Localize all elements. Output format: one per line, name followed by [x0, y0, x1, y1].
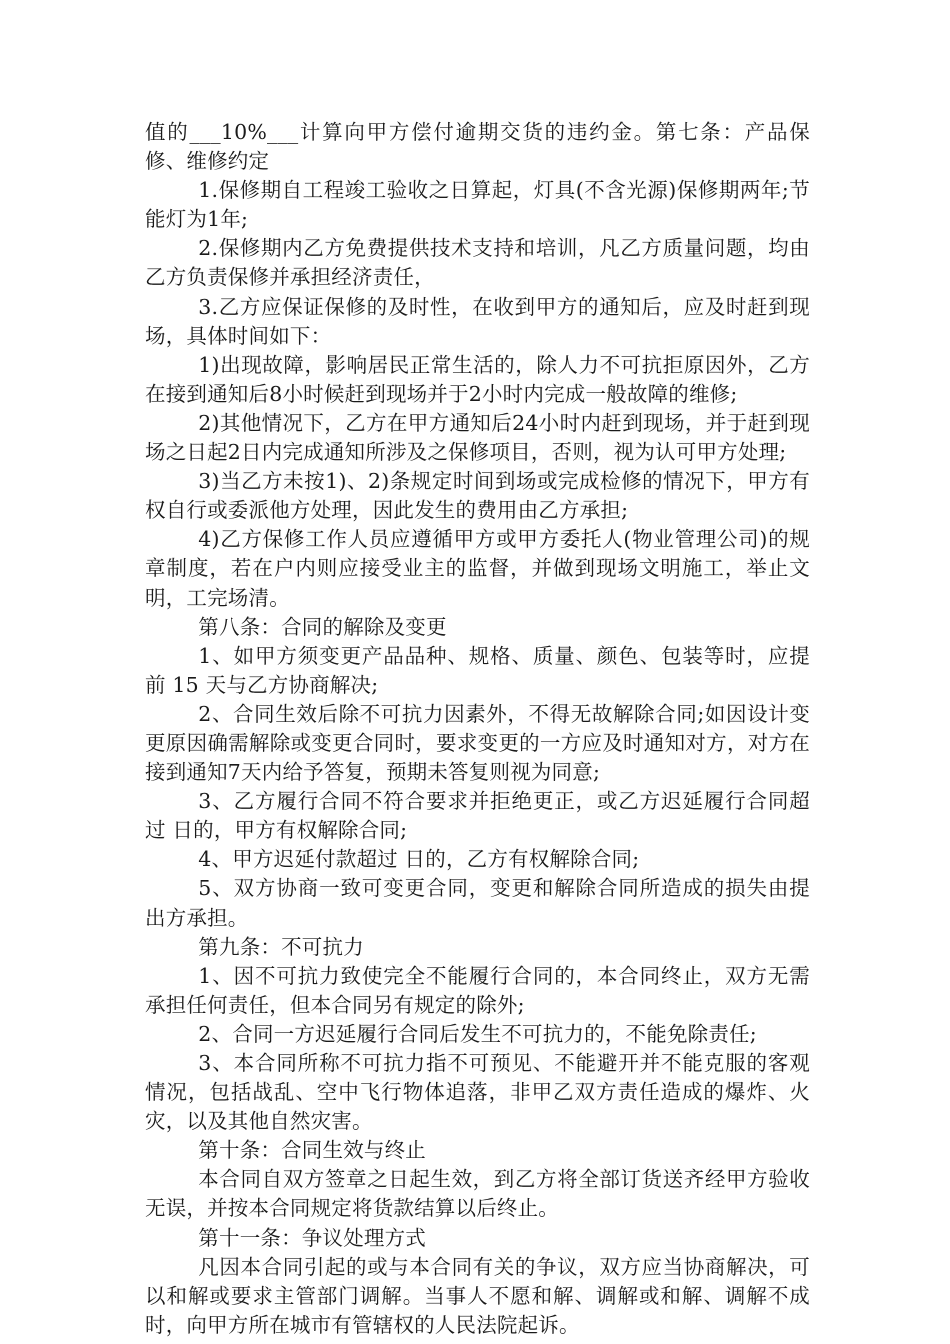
- section-heading-article-11: 第十一条：争议处理方式: [198, 1225, 426, 1250]
- section-heading-article-9: 第九条：不可抗力: [198, 934, 364, 959]
- paragraph-penalty-clause: 值的___10%___计算向甲方偿付逾期交货的违约金。第七条：产品保修、维修约定: [145, 120, 810, 174]
- paragraph-warranty-support: 2.保修期内乙方免费提供技术支持和培训，凡乙方质量问题，均由乙方负责保修并承担经济责任，: [145, 236, 810, 290]
- section-heading-article-10: 第十条：合同生效与终止: [198, 1138, 426, 1163]
- paragraph-force-majeure-termination: 1、因不可抗力致使完全不能履行合同的，本合同终止，双方无需承担任何责任，但本合同另有规定的除外;: [145, 963, 810, 1017]
- paragraph-product-change: 1、如甲方须变更产品品种、规格、质量、颜色、包装等时，应提前 15 天与乙方协商解决;: [145, 643, 810, 697]
- paragraph-fault-response: 1)出现故障，影响居民正常生活的，除人力不可抗拒原因外，乙方在接到通知后8小时候赶到现场并于2小时内完成一般故障的维修;: [145, 352, 810, 406]
- paragraph-staff-conduct: 4)乙方保修工作人员应遵循甲方或甲方委托人(物业管理公司)的规章制度，若在户内则应接受业主的监督，并做到现场文明施工，举止文明，工完场清。: [145, 527, 810, 610]
- paragraph-supplier-breach: 3、乙方履行合同不符合要求并拒绝更正，或乙方迟延履行合同超过 日的，甲方有权解除合同;: [145, 789, 810, 843]
- paragraph-warranty-period: 1.保修期自工程竣工验收之日算起，灯具(不含光源)保修期两年;节能灯为1年;: [145, 178, 810, 232]
- paragraph-force-majeure-delay: 2、合同一方迟延履行合同后发生不可抗力的，不能免除责任;: [198, 1021, 757, 1046]
- contract-body: [145, 118, 810, 1340]
- paragraph-mutual-change: 5、双方协商一致可变更合同，变更和解除合同所造成的损失由提出方承担。: [145, 876, 810, 930]
- paragraph-effectiveness: 本合同自双方签章之日起生效，到乙方将全部订货送齐经甲方验收无误，并按本合同规定将货款结算以后终止。: [145, 1167, 810, 1221]
- paragraph-dispute-resolution: 凡因本合同引起的或与本合同有关的争议，双方应当协商解决，可以和解或要求主管部门调解。当事人不愿和解、调解或和解、调解不成时，向甲方所在城市有管辖权的人民法院起诉。: [145, 1254, 810, 1337]
- paragraph-payment-delay: 4、甲方迟延付款超过 日的，乙方有权解除合同;: [198, 847, 640, 872]
- paragraph-force-majeure-definition: 3、本合同所称不可抗力指不可预见、不能避开并不能克服的客观情况，包括战乱、空中飞行物体追落，非甲乙双方责任造成的爆炸、火灾，以及其他自然灾害。: [145, 1051, 810, 1134]
- paragraph-failure-handling: 3)当乙方未按1)、2)条规定时间到场或完成检修的情况下，甲方有权自行或委派他方处理，因此发生的费用由乙方承担;: [145, 469, 810, 523]
- section-heading-article-8: 第八条：合同的解除及变更: [198, 614, 447, 639]
- paragraph-warranty-timeliness: 3.乙方应保证保修的及时性，在收到甲方的通知后，应及时赶到现场，具体时间如下：: [145, 294, 810, 348]
- paragraph-other-response: 2)其他情况下，乙方在甲方通知后24小时内赶到现场，并于赶到现场之日起2日内完成通知所涉及之保修项目，否则，视为认可甲方处理;: [145, 410, 810, 465]
- paragraph-contract-termination: 2、合同生效后除不可抗力因素外，不得无故解除合同;如因设计变更原因确需解除或变更合同时，要求变更的一方应及时通知对方，对方在接到通知7天内给予答复，预期未答复则视为同意;: [145, 701, 810, 785]
